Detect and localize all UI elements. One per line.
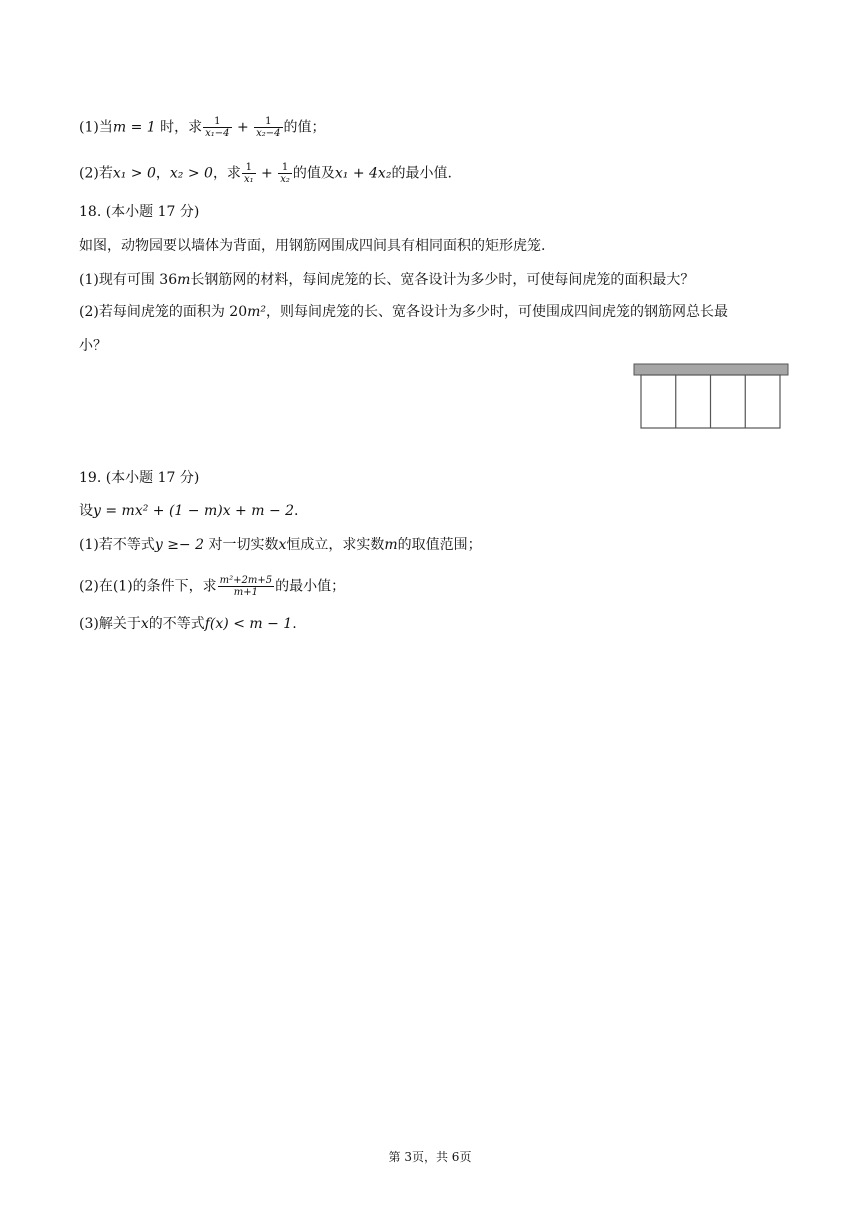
q17-part1-mid: 时，求 <box>155 119 203 136</box>
q19-part3: (3)解关于x的不等式f(x) < m − 1. <box>79 616 297 632</box>
q17-part1-lead: (1)当 <box>79 119 113 136</box>
q19-function: y = mx² + (1 − m)x + m − 2 <box>93 503 295 519</box>
page-footer: 第 3页，共 6页 <box>388 1150 472 1164</box>
q17-part2-frac2: $\frac{1}{\text{x₂}}$ <box>280 162 290 185</box>
q19-header: 19. (本小题 17 分) <box>79 470 200 486</box>
q17-part1-frac2: $\frac{1}{\text{x₂−4}}$ <box>256 116 281 139</box>
q19-part1: (1)若不等式y ≥− 2 对一切实数x恒成立，求实数m的取值范围； <box>79 537 482 553</box>
q17-part2-expression: x₁ + 4x₂ <box>334 165 392 182</box>
q17-part1-tail: 的值； <box>283 119 326 136</box>
q17-part2-cond1: x₁ > 0 <box>112 165 156 182</box>
q18-part2-continued: 小？ <box>79 338 107 354</box>
q18-part2: (2)若每间虎笼的面积为 20m²，则每间虎笼的长、宽各设计为多少时，可使围成四间虎笼的钢筋网总长最 <box>79 304 728 320</box>
q17-part1: (1)当m = 1 时，求 $\frac{1}{\text{x₁−4}}$ + $\frac{1}{\text{x₂−4}}$ 的值； <box>79 116 326 139</box>
q17-part2-frac1: $\frac{1}{\text{x₁}}$ <box>243 162 254 185</box>
q18-header: 18. (本小题 17 分) <box>79 204 200 220</box>
q18-intro: 如图，动物园要以墙体为背面，用钢筋网围成四间具有相同面积的矩形虎笼. <box>79 238 546 254</box>
q18-part1: (1)现有可围 36m长钢筋网的材料，每间虎笼的长、宽各设计为多少时，可使每间虎笼的面积最大？ <box>79 272 695 288</box>
wall-bar <box>634 364 788 375</box>
tiger-cage-figure <box>633 363 789 431</box>
q19-definition: 设y = mx² + (1 − m)x + m − 2. <box>79 503 299 519</box>
q17-part2: (2)若x₁ > 0，x₂ > 0，求 $\frac{1}{\text{x₁}}$ + $\frac{1}{\text{x₂}}$ 的值及x₁ + 4x₂的最小值. <box>79 162 452 185</box>
q17-part1-condition: m = 1 <box>112 119 156 136</box>
q17-part1-frac1: $\frac{1}{\text{x₁−4}}$ <box>205 116 230 139</box>
q19-part2-frac: $\frac{\text{m²+2m+5}}{m+1}$ <box>219 575 273 598</box>
q19-part2: (2)在(1)的条件下，求 $\frac{\text{m²+2m+5}}{m+1}$ 的最小值； <box>79 575 346 598</box>
q17-part2-cond2: x₂ > 0 <box>169 165 213 182</box>
